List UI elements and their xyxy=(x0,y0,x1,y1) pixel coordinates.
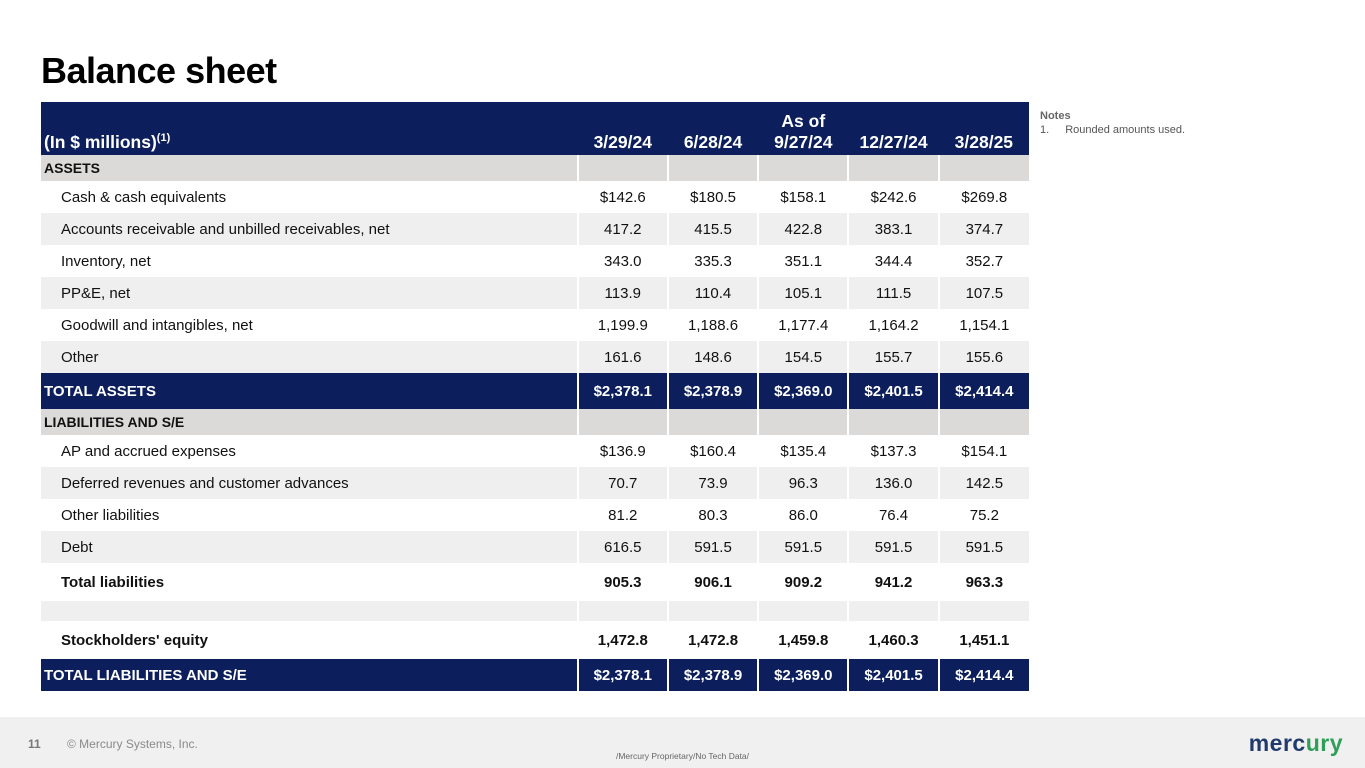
cell-value: 86.0 xyxy=(758,499,848,531)
cell-value: 148.6 xyxy=(668,341,758,373)
table-row xyxy=(41,531,1029,563)
cell-value: 1,451.1 xyxy=(959,631,1010,649)
cell-value: 343.0 xyxy=(578,245,668,277)
row-label: Deferred revenues and customer advances xyxy=(41,467,578,499)
cell-value: 616.5 xyxy=(578,531,668,563)
cell-value: 81.2 xyxy=(578,499,668,531)
total-assets-row xyxy=(41,373,1029,409)
cell-value: 344.4 xyxy=(848,245,938,277)
row-label: TOTAL LIABILITIES AND S/E xyxy=(41,659,578,691)
column-header: 3/28/25 xyxy=(939,102,1029,155)
row-label: AP and accrued expenses xyxy=(41,435,578,467)
section-row-assets xyxy=(41,155,1029,181)
cell-value: 374.7 xyxy=(939,213,1029,245)
cell-value: $137.3 xyxy=(848,435,938,467)
cell-value: 941.2 xyxy=(848,563,938,601)
balance-sheet-table xyxy=(41,102,1029,691)
row-label: Goodwill and intangibles, net xyxy=(41,309,578,341)
cell-value: 591.5 xyxy=(939,531,1029,563)
cell-value: $2,378.9 xyxy=(668,659,758,691)
cell-value: 963.3 xyxy=(965,573,1004,591)
row-label: Inventory, net xyxy=(41,245,578,277)
table-row xyxy=(41,181,1029,213)
cell-value: 335.3 xyxy=(668,245,758,277)
cell-value: $2,414.4 xyxy=(939,659,1029,691)
row-label: Stockholders' equity xyxy=(41,621,578,659)
row-label: TOTAL ASSETS xyxy=(41,373,578,409)
table-row xyxy=(41,467,1029,499)
cell-value: $154.1 xyxy=(961,442,1008,460)
column-header: 3/29/24 xyxy=(578,102,668,155)
cell-value: 70.7 xyxy=(578,467,668,499)
table-row xyxy=(41,277,1029,309)
note-text: Rounded amounts used. xyxy=(1065,124,1186,136)
cell-value: 142.5 xyxy=(939,467,1029,499)
cell-value: 96.3 xyxy=(758,467,848,499)
cell-value: $2,378.1 xyxy=(578,373,668,409)
section-label: ASSETS xyxy=(41,155,578,181)
cell-value: 113.9 xyxy=(578,277,668,309)
cell-value: $158.1 xyxy=(758,181,848,213)
cell-value: 1,472.8 xyxy=(578,621,668,659)
footer xyxy=(0,717,1365,768)
row-label: Debt xyxy=(41,531,578,563)
stockholders-equity-row xyxy=(41,621,1029,659)
row-label: Total liabilities xyxy=(41,563,578,601)
cell-value: $2,369.0 xyxy=(758,373,848,409)
footnote-marker: (1) xyxy=(156,132,171,145)
cell-value: 1,472.8 xyxy=(668,621,758,659)
section-row-liabilities xyxy=(41,409,1029,435)
cell-value: $160.4 xyxy=(668,435,758,467)
row-label: Other xyxy=(41,341,578,373)
cell-value: 417.2 xyxy=(578,213,668,245)
cell-value: $135.4 xyxy=(758,435,848,467)
cell-value: 136.0 xyxy=(848,467,938,499)
cell-value: 1,459.8 xyxy=(758,621,848,659)
cell-value: 906.1 xyxy=(668,563,758,601)
cell-value: 591.5 xyxy=(758,531,848,563)
cell-value: 415.5 xyxy=(668,213,758,245)
cell-value: 1,460.3 xyxy=(848,621,938,659)
cell-value: 905.3 xyxy=(578,563,668,601)
cell-value: 1,199.9 xyxy=(578,309,668,341)
units-label: (In $ millions) xyxy=(44,132,157,152)
units-header xyxy=(41,102,578,155)
cell-value: $2,414.4 xyxy=(939,373,1029,409)
row-label: Accounts receivable and unbilled receivables, net xyxy=(41,213,578,245)
cell-value: 80.3 xyxy=(668,499,758,531)
table-row xyxy=(41,245,1029,277)
total-liabilities-se-row xyxy=(41,659,1029,691)
cell-value: $2,378.1 xyxy=(578,659,668,691)
table-header-row xyxy=(41,102,1029,155)
cell-value: 591.5 xyxy=(668,531,758,563)
cell-value: 1,164.2 xyxy=(848,309,938,341)
row-label: Cash & cash equivalents xyxy=(41,181,578,213)
notes-title: Notes xyxy=(1040,110,1071,122)
cell-value: 73.9 xyxy=(668,467,758,499)
row-label: PP&E, net xyxy=(41,277,578,309)
cell-value: 1,154.1 xyxy=(959,316,1010,334)
cell-value: $242.6 xyxy=(848,181,938,213)
page-title: Balance sheet xyxy=(41,50,277,91)
column-header: 12/27/24 xyxy=(848,102,938,155)
cell-value: 110.4 xyxy=(668,277,758,309)
cell-value: 105.1 xyxy=(758,277,848,309)
classification-label: /Mercury Proprietary/No Tech Data/ xyxy=(615,751,750,761)
cell-value: 75.2 xyxy=(969,506,999,524)
table-row xyxy=(41,213,1029,245)
as-of-label: As of xyxy=(781,111,826,131)
cell-value: 909.2 xyxy=(758,563,848,601)
cell-value: 1,188.6 xyxy=(668,309,758,341)
copyright: © Mercury Systems, Inc. xyxy=(67,737,198,751)
cell-value: $2,369.0 xyxy=(758,659,848,691)
cell-value: $136.9 xyxy=(578,435,668,467)
total-liabilities-row xyxy=(41,563,1029,601)
table-row xyxy=(41,499,1029,531)
cell-value: 155.7 xyxy=(848,341,938,373)
page-number: 11 xyxy=(28,737,41,751)
cell-value: $142.6 xyxy=(578,181,668,213)
cell-value: 107.5 xyxy=(939,277,1029,309)
cell-value: $180.5 xyxy=(668,181,758,213)
note-item xyxy=(1040,124,1185,136)
cell-value: 111.5 xyxy=(848,277,938,309)
logo-text-accent: ury xyxy=(1305,730,1343,756)
cell-value: 76.4 xyxy=(848,499,938,531)
column-header: 9/27/24 xyxy=(774,132,833,152)
cell-value: $2,378.9 xyxy=(668,373,758,409)
cell-value: 1,177.4 xyxy=(758,309,848,341)
cell-value: 154.5 xyxy=(758,341,848,373)
cell-value: 422.8 xyxy=(758,213,848,245)
spacer-row xyxy=(41,601,1029,621)
cell-value: 352.7 xyxy=(965,252,1004,270)
section-label: LIABILITIES AND S/E xyxy=(41,409,578,435)
cell-value: 155.6 xyxy=(939,341,1029,373)
cell-value: $269.8 xyxy=(961,188,1008,206)
mercury-logo xyxy=(1249,730,1343,757)
logo-text-main: merc xyxy=(1248,730,1306,756)
table-row xyxy=(41,309,1029,341)
cell-value: $2,401.5 xyxy=(848,659,938,691)
table-row xyxy=(41,341,1029,373)
cell-value: 351.1 xyxy=(758,245,848,277)
column-header: 6/28/24 xyxy=(668,102,758,155)
cell-value: $2,401.5 xyxy=(848,373,938,409)
note-number: 1. xyxy=(1040,124,1050,136)
cell-value: 591.5 xyxy=(848,531,938,563)
cell-value: 383.1 xyxy=(848,213,938,245)
column-header-with-as-of xyxy=(758,102,848,155)
row-label: Other liabilities xyxy=(41,499,578,531)
notes-panel xyxy=(1040,110,1185,136)
table-row xyxy=(41,435,1029,467)
cell-value: 161.6 xyxy=(578,341,668,373)
